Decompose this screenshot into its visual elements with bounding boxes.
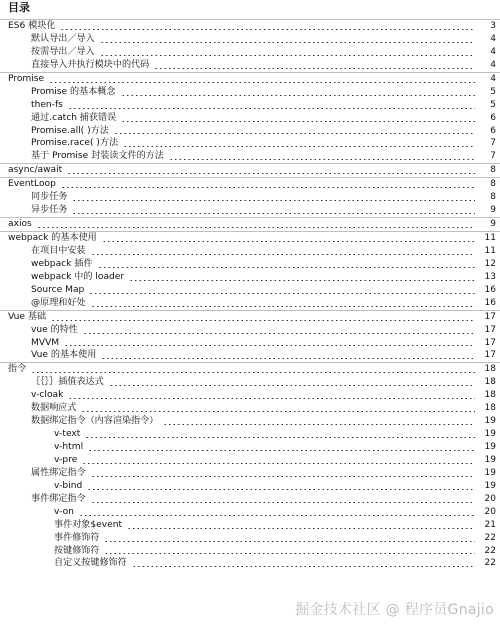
toc-entry[interactable]: [0, 441, 500, 454]
toc-entry-title: async/await: [8, 165, 63, 176]
dot-leader: [91, 306, 475, 307]
toc-entry[interactable]: [0, 59, 500, 72]
dot-leader: [100, 42, 475, 43]
toc-entry[interactable]: [0, 231, 500, 245]
toc-entry[interactable]: [0, 349, 500, 362]
dot-leader: [127, 528, 475, 529]
toc-page-number: 22: [484, 545, 496, 556]
toc-entry-title: webpack 中的 loader: [31, 271, 125, 282]
dot-leader: [123, 146, 475, 147]
dot-leader: [104, 553, 475, 554]
dot-leader: [91, 476, 475, 477]
toc-entry-title: EventLoop: [8, 179, 56, 190]
toc-entry[interactable]: [0, 324, 500, 337]
toc-page-number: 21: [484, 519, 496, 530]
toc-entry-title: axios: [8, 219, 32, 230]
dot-leader: [102, 241, 475, 242]
toc-page-number: 8: [490, 192, 496, 203]
toc-page-number: 4: [490, 73, 496, 84]
dot-leader: [85, 437, 475, 438]
toc-page-number: 4: [490, 33, 496, 44]
toc-page-number: 16: [484, 284, 496, 295]
toc-entry-title: 指令: [8, 364, 27, 375]
dot-leader: [67, 173, 475, 174]
toc-entry[interactable]: [0, 204, 500, 217]
toc-page-number: 18: [484, 364, 496, 375]
toc-page-number: 8: [490, 165, 496, 176]
toc-entry-title: 基于 Promise 封装读文件的方法: [31, 151, 164, 162]
toc-entry-title: 事件绑定指令: [31, 493, 86, 504]
toc-entry[interactable]: [0, 557, 500, 570]
toc-entry-title: v-bind: [54, 480, 83, 491]
toc-entry-title: v-pre: [54, 454, 78, 465]
toc-page-number: 17: [484, 311, 496, 322]
dot-leader: [72, 213, 475, 214]
toc-entry-title: 通过.catch 捕获错误: [31, 112, 117, 123]
toc-entry-title: Vue 基础: [8, 311, 47, 322]
toc-entry[interactable]: [0, 191, 500, 204]
toc-entry[interactable]: [0, 46, 500, 59]
toc-entry-title: 数据绑定指令（内容渲染指令）: [31, 416, 159, 427]
toc-entry[interactable]: [0, 271, 500, 284]
toc-entry-title: vue 的特性: [31, 324, 78, 335]
dot-leader: [114, 133, 475, 134]
dot-leader: [51, 320, 475, 321]
toc-entry[interactable]: [0, 163, 500, 177]
toc-entry-title: v-html: [54, 442, 84, 452]
toc-entry-title: Source Map: [31, 284, 85, 295]
toc-entry-title: ｛｛｝｝插值表达式: [31, 377, 104, 388]
toc-entry-title: MVVM: [31, 337, 60, 348]
toc-page-number: 19: [484, 480, 496, 491]
toc-entry-title: 数据响应式: [31, 403, 77, 414]
watermark: 掘金技术社区 @ 程序员Gnajio: [295, 602, 494, 618]
toc-page-number: 19: [484, 416, 496, 427]
toc-entry[interactable]: [0, 493, 500, 506]
toc-page-number: 6: [490, 125, 496, 136]
dot-leader: [121, 95, 475, 96]
dot-leader: [60, 29, 475, 30]
toc-entry-title: 事件修饰符: [54, 532, 100, 543]
toc-page-number: 22: [484, 532, 496, 543]
toc-entry-title: v-on: [54, 506, 74, 517]
dot-leader: [83, 333, 475, 334]
toc-entry-title: 默认导出／导入: [31, 33, 95, 44]
toc-page-number: 12: [484, 258, 496, 269]
dot-leader: [72, 200, 475, 201]
dot-leader: [81, 411, 475, 412]
toc-title: 目录: [8, 1, 30, 14]
toc-page-number: 19: [484, 429, 496, 440]
toc-page-number: 22: [484, 558, 496, 569]
toc-page-number: 3: [490, 21, 496, 31]
toc-page-number: 11: [484, 245, 496, 256]
toc-entry[interactable]: [0, 245, 500, 258]
toc-entry-title: 按需导出／导入: [31, 46, 95, 57]
dot-leader: [61, 187, 475, 188]
dot-leader: [87, 489, 475, 490]
toc-entry[interactable]: [0, 258, 500, 271]
toc-entry-title: Promise.race( )方法: [31, 138, 119, 149]
dot-leader: [169, 159, 475, 160]
toc-entry[interactable]: [0, 415, 500, 428]
toc-page-number: 18: [484, 390, 496, 401]
toc-page-number: 20: [484, 493, 496, 504]
dot-leader: [121, 121, 475, 122]
toc-entry-title: 同步任务: [31, 192, 68, 203]
toc-entry-title: webpack 的基本使用: [8, 233, 97, 243]
toc-entry[interactable]: [0, 467, 500, 480]
dot-leader: [132, 566, 475, 567]
dot-leader: [88, 450, 475, 451]
toc-entry[interactable]: [0, 519, 500, 532]
toc-page-number: 17: [484, 337, 496, 348]
toc-page-number: 17: [484, 350, 496, 361]
dot-leader: [104, 541, 475, 542]
toc-entry-title: 自定义按键修饰符: [54, 558, 127, 569]
toc-entry[interactable]: [0, 297, 500, 310]
toc-entry-title: 事件对象$event: [54, 519, 123, 530]
dot-leader: [98, 267, 476, 268]
toc-page-number: 9: [490, 219, 496, 230]
toc-entry[interactable]: [0, 72, 500, 86]
toc-entry[interactable]: [0, 428, 500, 441]
toc-page-number: 5: [490, 99, 496, 110]
toc-entry[interactable]: [0, 532, 500, 545]
toc-page-number: 8: [490, 179, 496, 190]
dot-leader: [37, 227, 475, 228]
toc-entry-title: ES6 模块化: [8, 21, 56, 31]
dot-leader: [109, 385, 475, 386]
toc-entry-title: 异步任务: [31, 205, 68, 216]
toc-entry[interactable]: [0, 545, 500, 558]
toc-entry[interactable]: [0, 150, 500, 163]
toc-entry-title: Promise: [8, 73, 45, 84]
toc-page-number: 11: [484, 233, 496, 243]
toc-entry-title: webpack 插件: [31, 258, 93, 269]
toc-entry[interactable]: [0, 376, 500, 389]
toc-entry[interactable]: [0, 217, 500, 231]
toc-page-number: 16: [484, 297, 496, 308]
toc-page-number: 5: [490, 86, 496, 97]
toc-page-number: 13: [484, 271, 496, 282]
toc-page-number: 19: [484, 454, 496, 465]
toc-entry[interactable]: [0, 99, 500, 112]
dot-leader: [129, 280, 475, 281]
toc-entry[interactable]: [0, 362, 500, 376]
toc-entry-title: 在项目中安装: [31, 245, 86, 256]
toc-page-number: 18: [484, 403, 496, 414]
dot-leader: [91, 502, 475, 503]
dot-leader: [91, 254, 475, 255]
toc-entry-title: 按键修饰符: [54, 545, 100, 556]
toc-entry[interactable]: [0, 112, 500, 125]
toc-entry-title: Promise.all( )方法: [31, 125, 109, 136]
toc-list: [0, 19, 500, 570]
toc-page-number: 18: [484, 377, 496, 388]
dot-leader: [100, 55, 475, 56]
dot-leader: [82, 463, 475, 464]
dot-leader: [89, 293, 475, 294]
toc-entry-title: v-text: [54, 429, 81, 440]
toc-page-number: 4: [490, 46, 496, 57]
toc-entry-title: @原理和好处: [31, 297, 86, 308]
toc-page-number: 7: [490, 151, 496, 162]
toc-entry[interactable]: [0, 337, 500, 350]
toc-page-number: 20: [484, 506, 496, 517]
toc-entry-title: 属性绑定指令: [31, 467, 86, 478]
toc-entry[interactable]: [0, 389, 500, 402]
toc-entry-title: Vue 的基本使用: [31, 350, 97, 361]
toc-entry[interactable]: [0, 454, 500, 467]
toc-entry[interactable]: [0, 310, 500, 324]
toc-entry-title: 直接导入并执行模块中的代码: [31, 59, 150, 70]
toc-entry[interactable]: [0, 480, 500, 493]
dot-leader: [79, 515, 475, 516]
toc-entry[interactable]: [0, 86, 500, 99]
dot-leader: [31, 372, 475, 373]
toc-entry-title: then-fs: [31, 99, 63, 110]
dot-leader: [154, 68, 475, 69]
toc-page-number: 4: [490, 59, 496, 70]
dot-leader: [49, 82, 475, 83]
toc-page-number: 19: [484, 442, 496, 452]
toc-entry[interactable]: [0, 125, 500, 138]
dot-leader: [101, 358, 475, 359]
toc-entry[interactable]: [0, 402, 500, 415]
toc-entry[interactable]: [0, 33, 500, 46]
toc-entry[interactable]: [0, 19, 500, 33]
toc-entry[interactable]: [0, 506, 500, 519]
toc-page-number: 6: [490, 112, 496, 123]
toc-entry[interactable]: [0, 284, 500, 297]
toc-entry[interactable]: [0, 177, 500, 191]
toc-entry-title: Promise 的基本概念: [31, 86, 116, 97]
toc-page-number: 9: [490, 205, 496, 216]
toc-entry[interactable]: [0, 137, 500, 150]
toc-page-number: 17: [484, 324, 496, 335]
dot-leader: [64, 345, 475, 346]
toc-page-number: 7: [490, 138, 496, 149]
dot-leader: [163, 424, 475, 425]
dot-leader: [68, 398, 475, 399]
toc-entry-title: v-cloak: [31, 390, 64, 401]
toc-page-number: 19: [484, 467, 496, 478]
dot-leader: [68, 108, 475, 109]
